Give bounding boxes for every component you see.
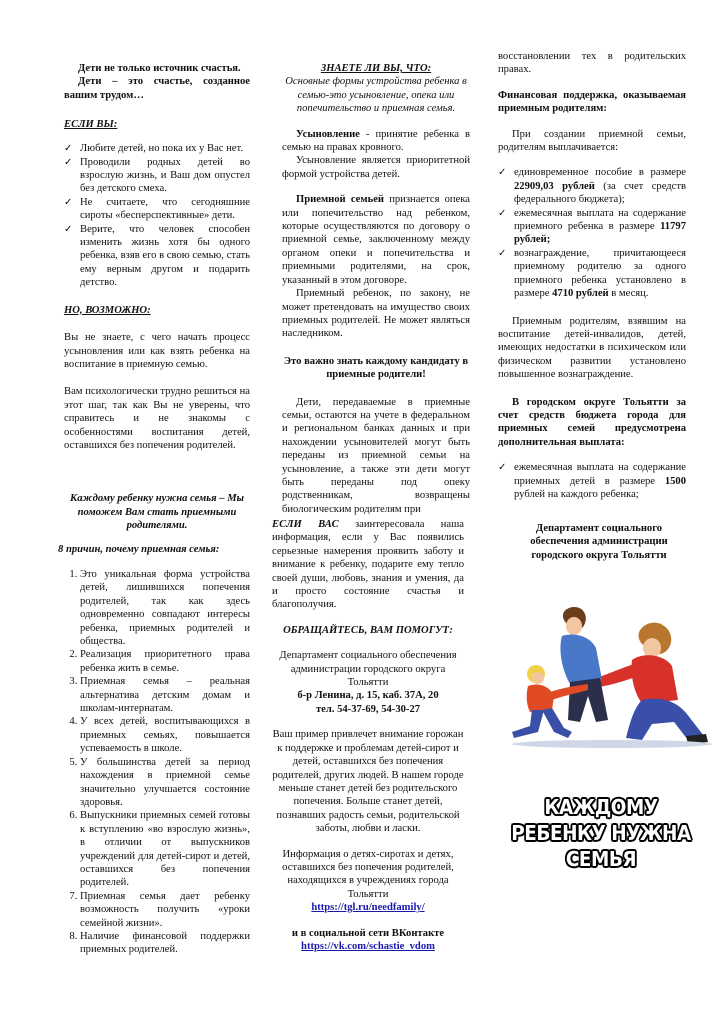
intro-line-2: Дети – это счастье, созданное вашим трудом… [64,76,250,101]
if-you-text: заинтересовала наша информация, если у Вас появились серьезные намерения проявить заботу и внимание к ребенку, подарите ему тепло своей души, любовь, знания и умения, да и просто состояние счастья и благополучия. [272,519,464,611]
link-needfamily-wrap [272,901,464,914]
ground-shadow [512,740,712,748]
child-jacket [527,684,554,712]
panel-finance [498,50,686,501]
mother-pants [626,699,704,740]
panel-cover [506,522,692,562]
list-item [498,207,686,247]
banner-title: КАЖДОМУ РЕБЕНКУ НУЖНА СЕМЬЯ [511,795,691,871]
list-item: 2. Реализация приоритетного права ребенка жить в семье. [80,648,250,675]
foster-term: Приемной семьей [296,194,385,206]
amount: 11797 рублей; [514,221,686,246]
foster-definition [282,193,470,287]
item-text: ежемесячная выплата на содержание приемного ребенка в размере [514,207,686,233]
maybe-heading: НО, ВОЗМОЖНО: [64,304,151,316]
panel-contact [272,518,464,953]
finance-disabled: Приемным родителям, взявшим на воспитание детей-инвалидов, детей, имеющих недостатки в психическом или физическом развитии установлено повышенное вознаграждение. [498,315,686,381]
contact-heading: ОБРАЩАЙТЕСЬ, ВАМ ПОМОГУТ: [283,624,453,636]
item-text: вознаграждение, причитающееся приемному родителю за одного приемного ребенка установлено в размере [514,247,686,300]
if-you-interested [272,518,464,612]
child-leg-front [542,708,572,738]
dept-line: Департамент социального обеспечения администрации городского округа Тольятти [279,650,457,689]
if-you-heading: ЕСЛИ ВЫ: [64,119,118,131]
list-item: 7. Приемная семья дает ребенку возможность получить «уроки семейной жизни». [80,890,250,930]
reasons-list [58,568,250,957]
link-vk-wrap [272,940,464,953]
mother-face [643,638,661,658]
finance-list [498,166,686,300]
list-item: ✓ Верите, что человек способен изменить жизнь хотя бы одного ребенка, взяв его в свою семью, стать ему верным другом и подарить детство. [64,223,250,290]
finance-intro: При создании приемной семьи, родителям выплачивается: [498,128,686,154]
list-item [498,247,686,301]
item-text: единовременное пособие в размере [514,167,686,179]
link-needfamily[interactable]: https://tgl.ru/needfamily/ [311,902,425,914]
know-subtitle: Основные формы устройства ребенка в семью-это усыновление, опека или попечительство и приемная семья. [285,76,467,115]
maybe-paragraph-2: Вам психологически трудно решиться на этот шаг, так как Вы не уверены, что справитесь и не знакомы с особенностями воспитания детей, оставшихся без попечения родителей. [64,386,250,451]
adoption-definition [282,128,470,155]
city-list [498,461,686,501]
important-heading: Это важно знать каждому кандидату в приемные родители! [283,355,469,381]
example-text: Ваш пример привлечет внимание горожан к поддержке и проблемам детей-сирот и детей, оставшихся без попечения родителей, других людей. В нашем городе меньше станет детей без родительского попечения. Больше станет детей, познавших радость семьи, родительской заботы, любви и ласки. [272,729,464,835]
reasons-heading: 8 причин, почему приемная семья: [58,543,220,555]
city-heading: В городском округе Тольятти за счет средств бюджета города для приемных семей предусмотрена дополнительная выплата: [498,396,686,448]
item-text: (за счет средств федерального бюджета); [514,180,686,206]
father-face [566,617,582,635]
father-shirt [560,635,602,685]
amount: 22909,03 рублей [514,180,595,192]
vk-text: и в социальной сети ВКонтакте [291,927,445,939]
slogan: Каждому ребенку нужна семья – Мы поможем Вам стать приемными родителями. [70,493,244,532]
adoption-text: - принятие ребенка в семью на правах кровного. [282,128,470,154]
mother-sweater [631,655,678,704]
child-leg-back [512,710,544,738]
list-item: 4. У всех детей, воспитывающихся в приемных семьях, повышается успеваемость в школе. [80,715,250,755]
child-face [532,672,544,684]
list-item: ✓ Не считаете, что сегодняшние сироты «бесперспективные» дети. [64,196,250,223]
if-you-lead: ЕСЛИ ВАС [272,519,339,530]
panel-intro [64,62,250,533]
dept-title: Департамент социального обеспечения администрации городского округа Тольятти [530,523,668,561]
intro-line-1: Дети не только источник счастья. [78,63,241,74]
list-item: 1. Это уникальная форма устройства детей, лишившихся попечения родителей, так как здесь одновременно совпадают интересы ребенка, приемных родителей и общества. [80,568,250,648]
maybe-paragraph-1: Вы не знаете, с чего начать процесс усыновления или как взять ребенка на воспитание в приемную семью. [64,332,250,370]
continuation-text: восстановлении тех в родительских правах. [498,51,686,76]
item-text: в месяц. [608,288,649,300]
important-text: Дети, передаваемые в приемные семьи, остаются на учете в федеральном и региональном банках данных и при нахождении усыновителей могут быть переданы из приемной семьи на усыновление, а также эти дети могут быть переданы под опеку родственникам, возвращены биологическим родителям при [282,396,470,515]
amount: 4710 рублей [552,288,609,300]
info-text: Информация о детях-сиротах и детях, оставшихся без попечения родителей, находящихся в учреждениях города Тольятти [282,848,454,900]
list-item [498,166,686,206]
if-you-list [64,142,250,289]
foster-text: признается опека или попечительство над ребенком, которые осуществляются по договору о приемной семье, заключенному между органом опеки и попечительства и приемными родителями, на срок, указанный в этом договоре. [282,194,470,286]
list-item [498,461,686,501]
link-vk[interactable]: https://vk.com/schastie_vdom [301,940,435,952]
foster-child-note: Приемный ребенок, по закону, не может претендовать на имущество своих приемных родителей. Не может являться наследником. [282,288,470,340]
list-item: 8. Наличие финансовой поддержки приемных родителей. [80,930,250,957]
panel-know [282,62,470,516]
finance-heading: Финансовая поддержка, оказываемая приемным родителям: [498,89,686,115]
family-hug-illustration-icon [492,600,720,750]
list-item: ✓ Проводили родных детей во взрослую жизнь, и Ваш дом опустел без детского смеха. [64,156,250,196]
list-item: 6. Выпускники приемных семей готовы к вступлению «во взрослую жизнь», в отличии от выпускников учреждений для детей-сирот и детей, оставшихся без попечения родителей. [80,809,250,889]
panel-reasons [58,532,250,957]
address: б-р Ленина, д. 15, каб. 37А, 20 [297,690,439,702]
item-text: ежемесячная выплата на содержание приемных детей в размере [514,462,686,487]
item-text: рублей на каждого ребенка; [514,488,639,500]
list-item: 5. У большинства детей за период нахождения в приемной семье значительно улучшается состояние здоровья. [80,756,250,810]
know-heading: ЗНАЕТЕ ЛИ ВЫ, ЧТО: [320,63,432,74]
phone: тел. 54-37-69, 54-30-27 [315,703,421,715]
adoption-term: Усыновление [296,128,360,140]
list-item: 3. Приемная семья – реальная альтернатива детским домам и школам-интернатам. [80,675,250,715]
adoption-priority: Усыновление является приоритетной формой устройства детей. [282,155,470,180]
list-item: ✓ Любите детей, но пока их у Вас нет. [64,142,250,155]
amount: 1500 [664,475,686,487]
